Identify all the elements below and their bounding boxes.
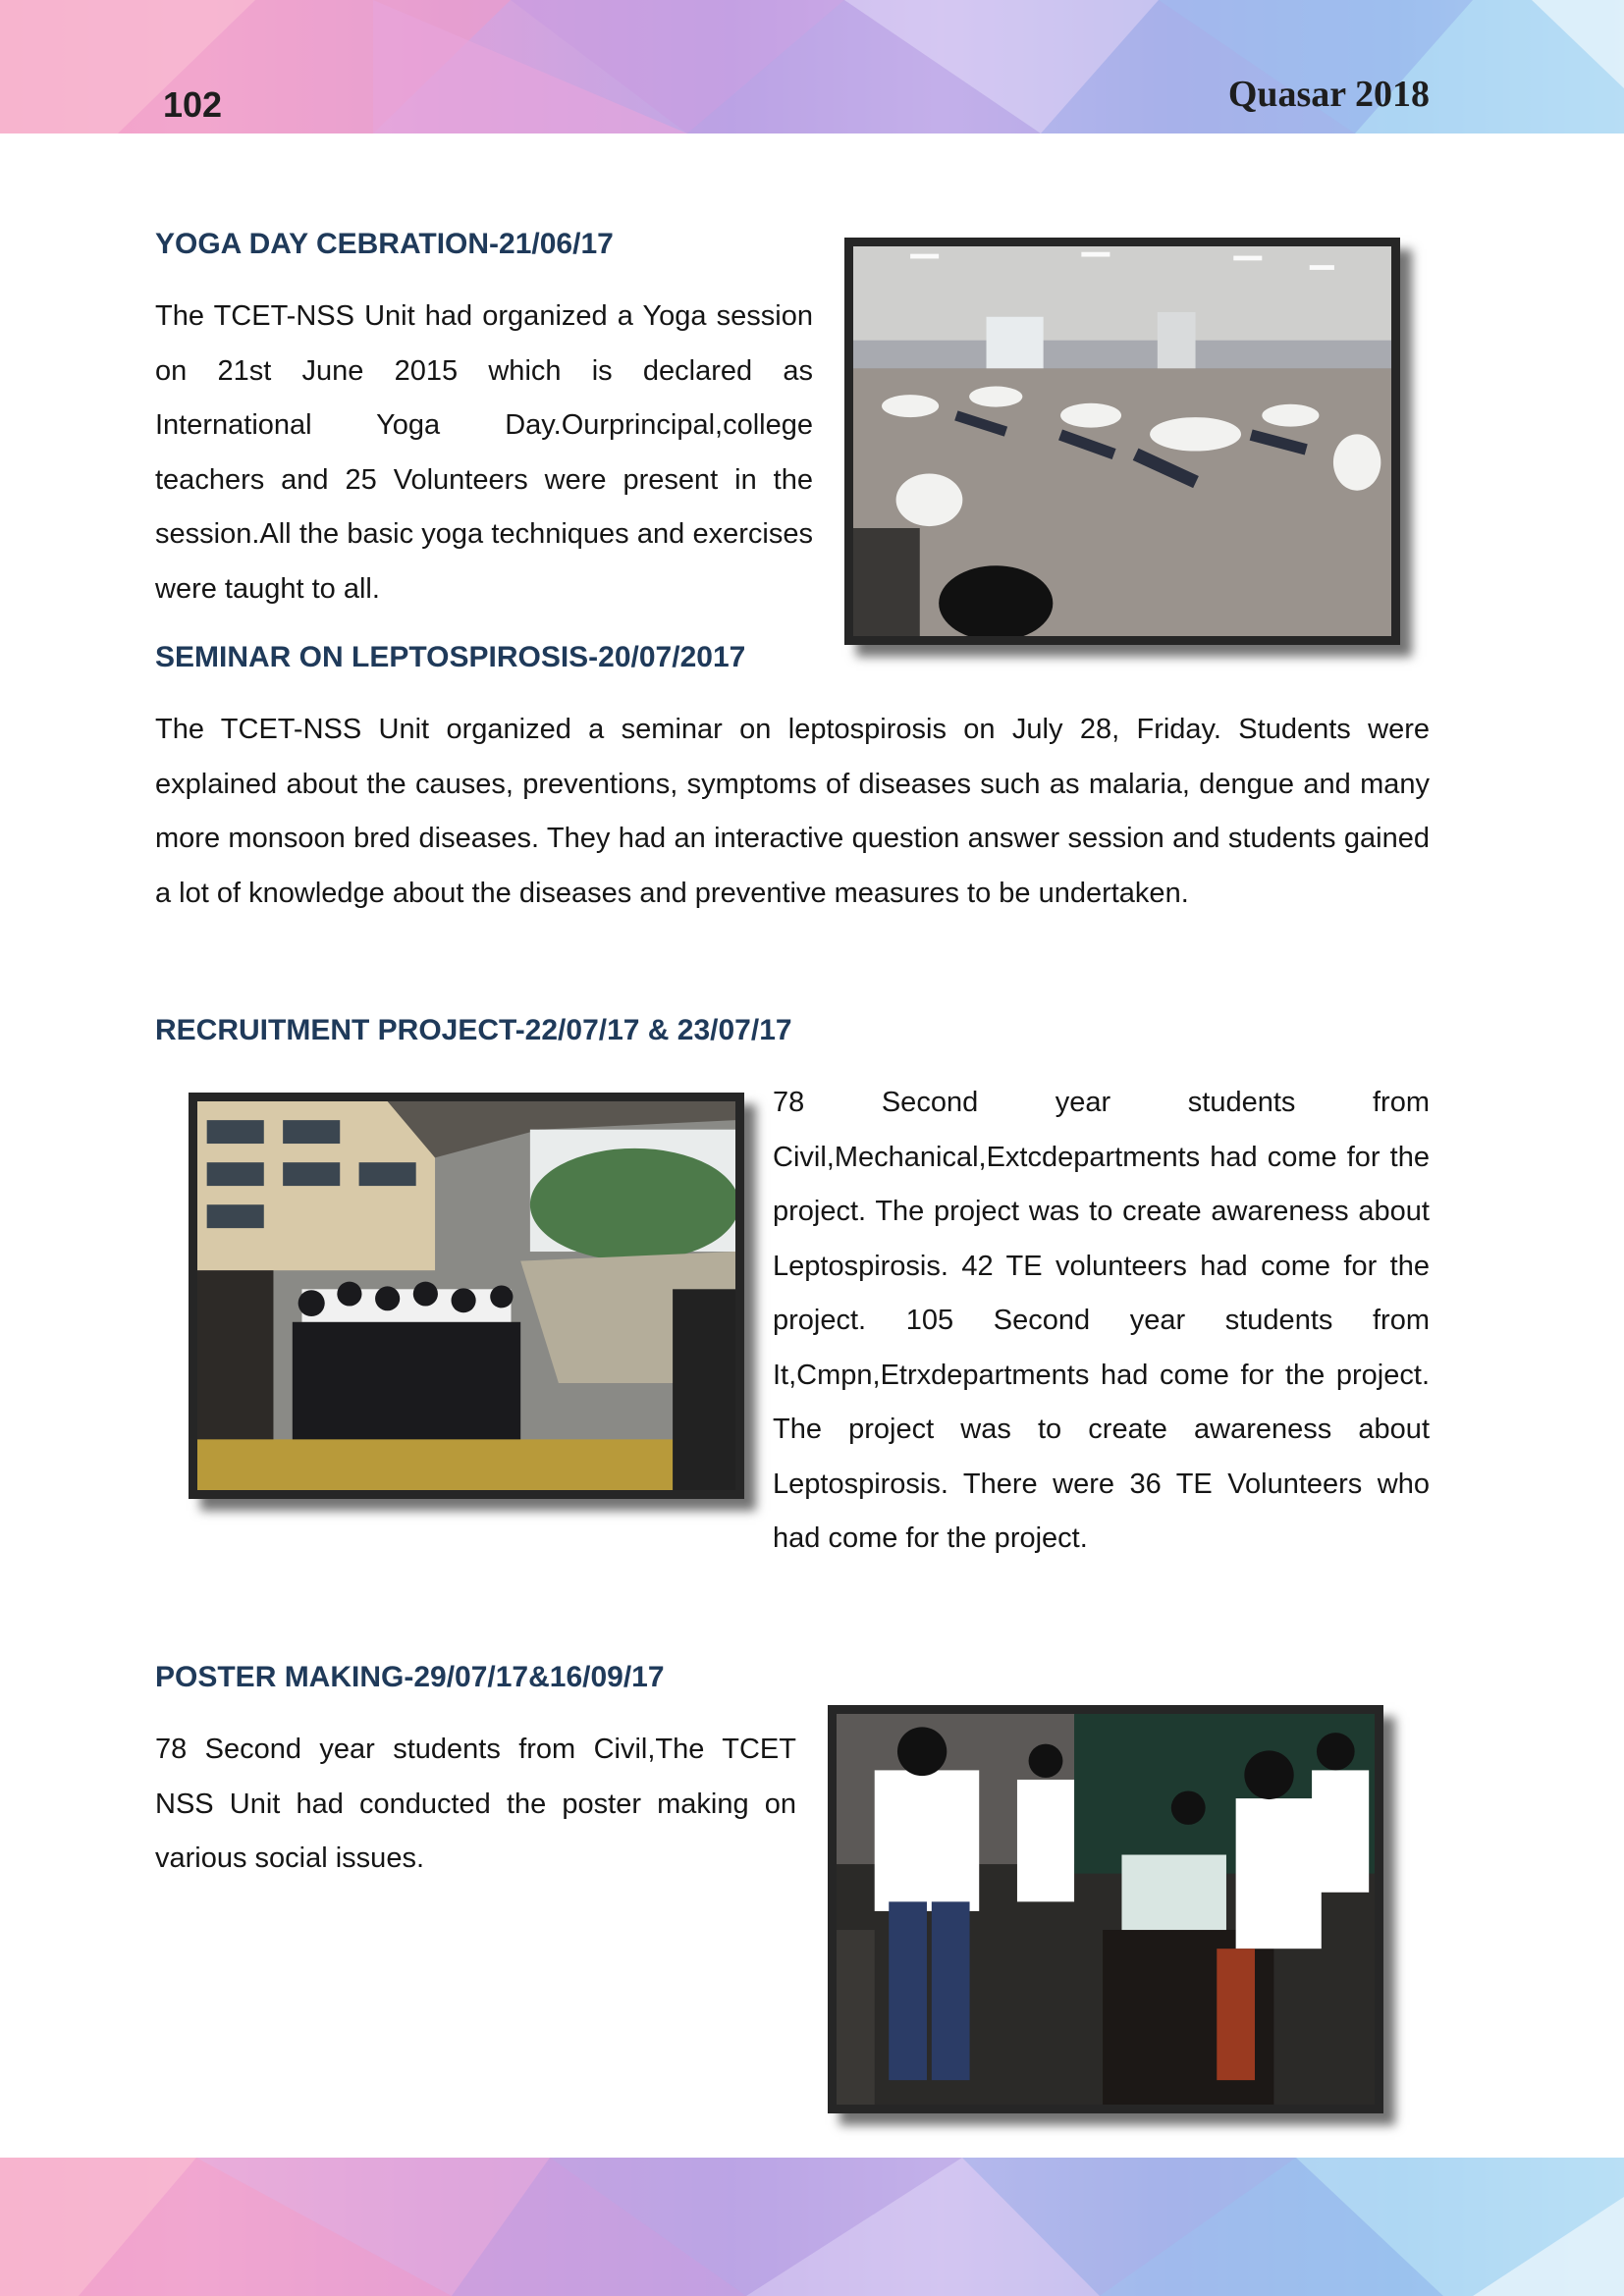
section-heading-seminar: SEMINAR ON LEPTOSPIROSIS-20/07/2017 bbox=[155, 641, 746, 673]
poster-making-photo bbox=[828, 1705, 1383, 2113]
section-body-poster-making: 78 Second year students from Civil,The TCET NSS Unit had conducted the poster making on various social issues. bbox=[155, 1734, 796, 1874]
running-title: Quasar 2018 bbox=[1227, 74, 1430, 115]
yoga-session-photo bbox=[844, 238, 1400, 645]
footer-decorative-band bbox=[0, 2158, 1624, 2296]
section-heading-poster-making: POSTER MAKING-29/07/17&16/09/17 bbox=[155, 1661, 665, 1693]
section-body-recruitment: 78 Second year students from Civil,Mechanical,Extcdepartments had come for the project. The project was to create awareness about Leptospirosis. 42 TE volunteers had come for the project. 105 Second year students from It,Cmpn,Etrxdepartments had come for the project. The project was to create awareness about Leptospirosis. There were 36 TE Volunteers who had come for the project. bbox=[773, 1087, 1430, 1554]
recruitment-project-photo bbox=[189, 1093, 744, 1499]
section-heading-recruitment: RECRUITMENT PROJECT-22/07/17 & 23/07/17 bbox=[155, 1014, 792, 1046]
section-heading-yoga-day: YOGA DAY CEBRATION-21/06/17 bbox=[155, 228, 614, 260]
section-body-seminar: The TCET-NSS Unit organized a seminar on leptospirosis on July 28, Friday. Students were explained about the causes, preventions, symptoms of diseases such as malaria, dengue and many more monsoon bred diseases. They had an interactive question answer session and students gained a lot of knowledge about the diseases and preventive measures to be undertaken. bbox=[155, 714, 1430, 909]
geometric-pattern-icon bbox=[0, 2158, 1624, 2296]
page-number: 102 bbox=[163, 84, 223, 125]
section-body-yoga-day: The TCET-NSS Unit had organized a Yoga session on 21st June 2015 which is declared as International Yoga Day.Ourprincipal,college teachers and 25 Volunteers were present in the session.All the basic yoga techniques and exercises were taught to all. bbox=[155, 300, 813, 605]
